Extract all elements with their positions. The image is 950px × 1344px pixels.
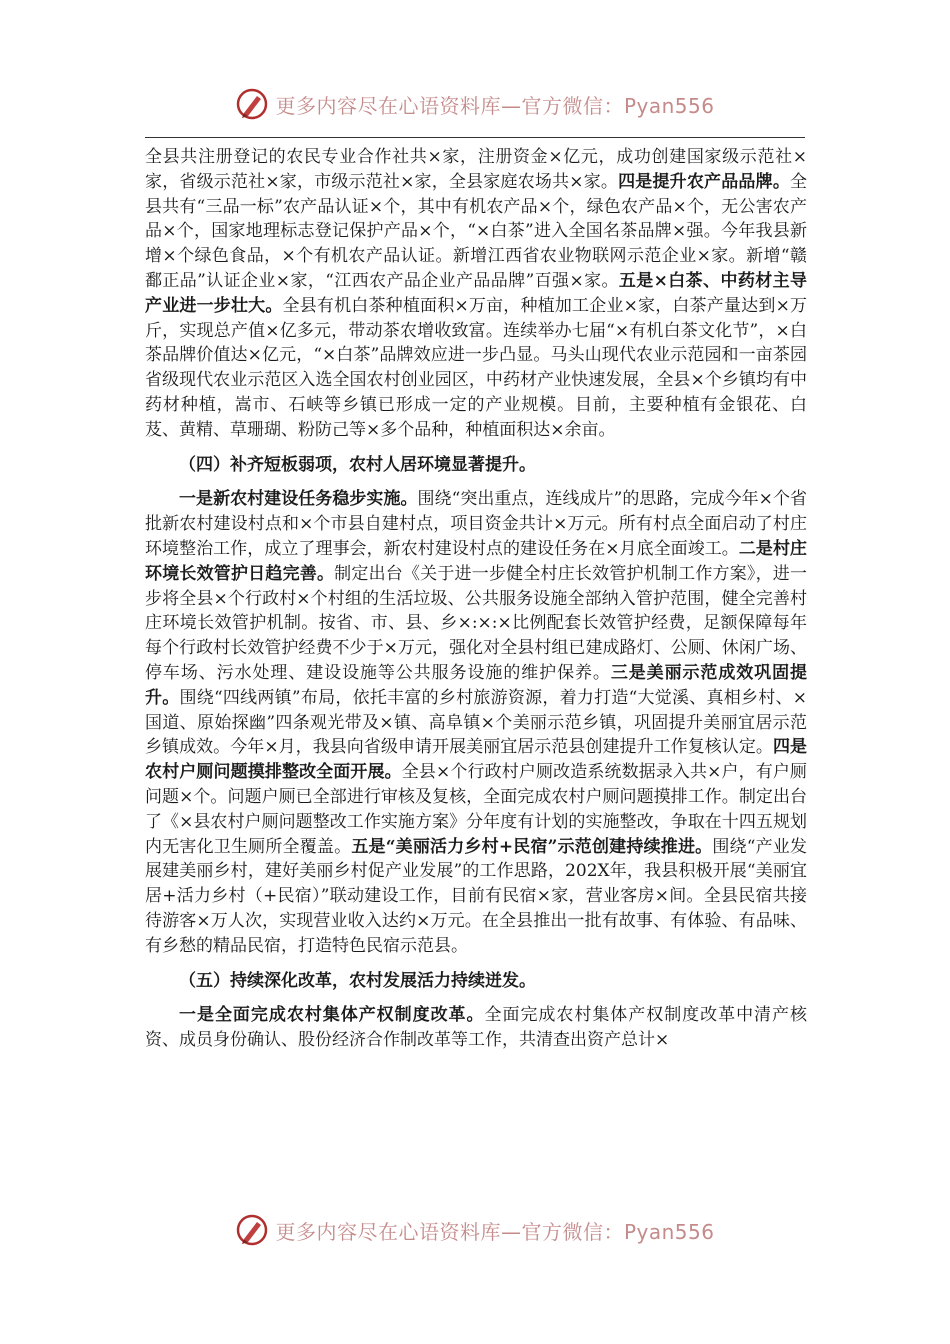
bold-run: 四是农村户厕问题摸排整改全面开展。 xyxy=(145,737,807,783)
section-heading-4: （四）补齐短板弱项，农村人居环境显著提升。 xyxy=(179,454,536,475)
text-run: 围绕“产业发展建美丽乡村，建好美丽乡村促产业发展”的工作思路，202X年，我县积极开展“美丽宜居+活力乡村（+民宿）”联动建设工作，目前有民宿×家，营业客房×间。全县民宿共接待游客×万人次，实现营业收入达约×万元。在全县推出一批有故事、有体验、有品味、有乡愁的精品民宿，打造特色民宿示范县。 xyxy=(145,836,807,956)
bold-run: 五是×白茶、中药材主导产业进一步壮大。 xyxy=(145,270,807,316)
bold-run: 一是全面完成农村集体产权制度改革。 xyxy=(179,1005,485,1026)
text-run: 全县共注册登记的农民专业合作社共×家，注册资金×亿元，成功创建国家级示范社×家，省级示范社×家，市级示范社×家，全县家庭农场共×家。 xyxy=(145,147,807,192)
bold-run: 二是村庄环境长效管护日趋完善。 xyxy=(145,538,807,584)
bold-run: 三是美丽示范成效巩固提升。 xyxy=(145,662,808,708)
paragraph-continuation xyxy=(145,145,807,443)
text-run: 围绕“突出重点，连线成片”的思路，完成今年×个省批新农村建设村点和×个市县自建村点，项目资金共计×万元。所有村点全面启动了村庄环境整治工作，成立了理事会，新农村建设村点的建设任务在×月底全面竣工。 xyxy=(145,489,807,559)
footer-banner xyxy=(0,1208,950,1252)
header-rule xyxy=(145,137,805,138)
pen-logo-icon xyxy=(235,1213,269,1247)
text-run: 全县×个行政村户厕改造系统数据录入共×户，有户厕问题×个。问题户厕已全部进行审核及复核，全面完成农村户厕问题摸排工作。制定出台了《×县农村户厕问题整改工作实施方案》分年度有计划的实施整改，争取在十四五规划内无害化卫生厕所全覆盖。 xyxy=(145,762,807,857)
bold-run: 一是新农村建设任务稳步实施。 xyxy=(179,489,418,510)
text-run: 制定出台《关于进一步健全村庄长效管护机制工作方案》，进一步将全县×个行政村×个村组的生活垃圾、公共服务设施全部纳入管护范围，健全完善村庄环境长效管护机制。按省、市、县、乡×:×:×比例配套长效管护经费，足额保障每年每个行政村长效管护经费不少于×万元，强化对全县村组已建成路灯、公厕、休闲广场、停车场、污水处理、建设设施等公共服务设施的维护保养。 xyxy=(145,563,807,683)
paragraph-rural-environment xyxy=(145,487,807,958)
text-run: 全县共有“三品一标”农产品认证×个，其中有机农产品×个，绿色农产品×个，无公害农产品×个，国家地理标志登记保护产品×个，“×白茶”进入全国名茶品牌×强。今年我县新增×个绿色食品，×个有机农产品认证。新增江西省农业物联网示范企业×家。新增“赣鄱正品”认证企业×家，“江西农产品企业产品品牌”百强×家。 xyxy=(145,171,808,291)
text-run: 全面完成农村集体产权制度改革中清产核资、成员身份确认、股份经济合作制改革等工作，共清查出资产总计× xyxy=(145,1005,807,1051)
bold-run: 四是提升农产品品牌。 xyxy=(618,171,791,192)
header-banner xyxy=(0,82,950,126)
paragraph-reform xyxy=(145,1003,807,1053)
document-body xyxy=(145,145,807,1053)
text-run: 全县有机白茶种植面积×万亩，种植加工企业×家，白茶产量达到×万斤，实现总产值×亿多元，带动茶农增收致富。连续举办七届“×有机白茶文化节”，×白茶品牌价值达×亿元，“×白茶”品牌效应进一步凸显。马头山现代农业示范园和一亩茶园省级现代农业示范区入选全国农村创业园区，中药材产业快速发展，全县×个乡镇均有中药材种植，嵩市、石峡等乡镇已形成一定的产业规模。目前，主要种植有金银花、白芨、黄精、草珊瑚、粉防己等×多个品种，种植面积达×余亩。 xyxy=(145,295,807,440)
text-run: 围绕“四线两镇”布局，依托丰富的乡村旅游资源，着力打造“大觉溪、真相乡村、×国道、原始探幽”四条观光带及×镇、高阜镇×个美丽示范乡镇，巩固提升美丽宜居示范乡镇成效。今年×月，我县向省级申请开展美丽宜居示范县创建提升工作复核认定。 xyxy=(145,687,807,758)
section-heading-5: （五）持续深化改革，农村发展活力持续迸发。 xyxy=(179,970,536,991)
pen-logo-icon xyxy=(235,87,269,121)
bold-run: 五是“美丽活力乡村+民宿”示范创建持续推进。 xyxy=(351,836,713,857)
footer-banner-text: 更多内容尽在心语资料库—官方微信：Pyan556 xyxy=(275,1219,715,1244)
header-banner-text: 更多内容尽在心语资料库—官方微信：Pyan556 xyxy=(275,93,715,118)
